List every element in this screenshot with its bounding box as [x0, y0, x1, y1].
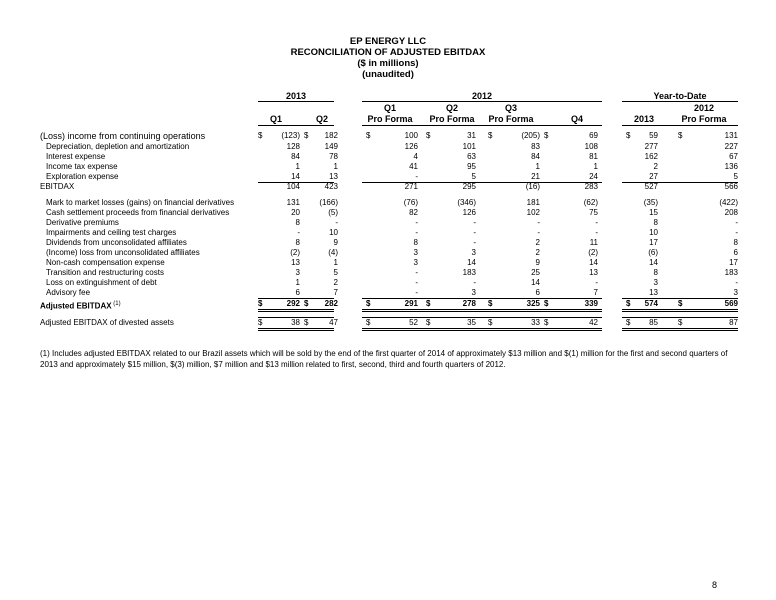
cell-value: (16)	[525, 182, 540, 191]
dollar-sign: $	[544, 299, 549, 308]
cell-value: 78	[329, 152, 338, 161]
total-rule	[258, 330, 334, 331]
units-note: ($ in millions)	[357, 58, 419, 69]
footnote: (1) Includes adjusted EBITDAX related to our Brazil assets which will be sold by the end of the first quarter of 2014 of approximately $13 million and $(1) million for the first and second quarters of 2013 and approximately $15 million, $(3) million, $7 million and $13 million related to first, second, third and fourth quarters of 2012.	[40, 349, 728, 369]
year-2013-rule	[258, 101, 334, 102]
table-row	[0, 258, 776, 268]
cell-value: 33	[531, 318, 540, 327]
cell-value: 84	[291, 152, 300, 161]
cell-value: 13	[649, 288, 658, 297]
cell-value: -	[297, 228, 300, 237]
cell-value: 5	[471, 172, 476, 181]
total-rule	[258, 328, 334, 329]
dollar-sign: $	[488, 131, 493, 140]
cell-value: 3	[413, 258, 418, 267]
cell-value: 7	[333, 288, 338, 297]
cell-value: (6)	[648, 248, 658, 257]
row-label: (Loss) income from continuing operations	[40, 131, 206, 141]
cell-value: 63	[467, 152, 476, 161]
dollar-sign: $	[258, 318, 263, 327]
dollar-sign: $	[366, 299, 371, 308]
cell-value: -	[537, 218, 540, 227]
cell-value: (4)	[328, 248, 338, 257]
dollar-sign: $	[426, 318, 431, 327]
cell-value: 271	[404, 182, 418, 191]
dollar-sign: $	[366, 131, 371, 140]
column-header-top: Q3	[504, 103, 517, 113]
cell-value: 1	[295, 162, 300, 171]
cell-value: 102	[526, 208, 540, 217]
row-label: Transition and restructuring costs	[46, 268, 164, 277]
cell-value: 2	[535, 248, 540, 257]
cell-value: 108	[584, 142, 598, 151]
cell-value: 10	[329, 228, 338, 237]
total-rule	[258, 317, 334, 318]
row-label: EBITDAX	[40, 182, 75, 191]
col-rule-2012	[362, 125, 602, 126]
total-rule	[622, 298, 738, 299]
row-label: Interest expense	[46, 152, 106, 161]
table-row	[0, 142, 776, 152]
total-rule	[258, 309, 334, 310]
cell-value: 14	[291, 172, 300, 181]
ytd-rule	[622, 101, 738, 102]
cell-value: 126	[462, 208, 476, 217]
dollar-sign: $	[304, 131, 309, 140]
cell-value: (76)	[403, 198, 418, 207]
cell-value: 283	[584, 182, 598, 191]
year-2013-header: 2013	[285, 91, 307, 101]
dollar-sign: $	[678, 299, 683, 308]
column-header-top: 2012	[693, 103, 715, 113]
column-header: Q2	[315, 114, 328, 124]
cell-value: 11	[589, 238, 598, 247]
cell-value: 8	[295, 218, 300, 227]
column-header: Pro Forma	[681, 114, 727, 124]
row-label: Dividends from unconsolidated affiliates	[46, 238, 187, 247]
cell-value: 2	[535, 238, 540, 247]
year-2012-rule	[362, 101, 602, 102]
cell-value: 8	[653, 218, 658, 227]
cell-value: 59	[649, 131, 658, 140]
table-row	[0, 198, 776, 208]
dollar-sign: $	[626, 299, 631, 308]
cell-value: -	[473, 218, 476, 227]
total-rule	[622, 330, 738, 331]
cell-value: 83	[531, 142, 540, 151]
dollar-sign: $	[678, 318, 683, 327]
cell-value: -	[415, 268, 418, 277]
cell-value: -	[735, 278, 738, 287]
cell-value: 52	[409, 318, 418, 327]
ytd-header: Year-to-Date	[653, 91, 707, 101]
cell-value: 208	[724, 208, 738, 217]
cell-value: 1	[295, 278, 300, 287]
table-row	[0, 268, 776, 278]
cell-value: 104	[286, 182, 300, 191]
total-rule	[622, 309, 738, 310]
cell-value: (5)	[328, 208, 338, 217]
column-header: 2013	[633, 114, 655, 124]
cell-value: (2)	[290, 248, 300, 257]
cell-value: 1	[333, 162, 338, 171]
cell-value: 6	[535, 288, 540, 297]
dollar-sign: $	[488, 299, 493, 308]
cell-value: 423	[324, 182, 338, 191]
total-rule	[622, 328, 738, 329]
total-rule	[258, 182, 334, 183]
cell-value: 3	[471, 288, 476, 297]
total-rule	[362, 330, 602, 331]
total-rule	[362, 309, 602, 310]
cell-value: 1	[593, 162, 598, 171]
cell-value: 1	[535, 162, 540, 171]
dollar-sign: $	[544, 131, 549, 140]
cell-value: 67	[729, 152, 738, 161]
dollar-sign: $	[258, 299, 263, 308]
table-row	[0, 218, 776, 228]
table-row	[0, 288, 776, 298]
cell-value: 3	[653, 278, 658, 287]
table-row	[0, 318, 776, 328]
cell-value: 25	[531, 268, 540, 277]
total-rule	[362, 298, 602, 299]
cell-value: 4	[413, 152, 418, 161]
cell-value: 41	[409, 162, 418, 171]
cell-value: 278	[462, 299, 476, 308]
total-rule	[258, 311, 334, 312]
cell-value: 8	[733, 238, 738, 247]
column-header-top: Q2	[445, 103, 458, 113]
cell-value: 8	[295, 238, 300, 247]
cell-value: 82	[409, 208, 418, 217]
report-title: RECONCILIATION OF ADJUSTED EBITDAX	[290, 47, 486, 58]
table-row	[0, 172, 776, 182]
total-rule	[622, 317, 738, 318]
cell-value: 13	[329, 172, 338, 181]
cell-value: -	[415, 278, 418, 287]
cell-value: 9	[333, 238, 338, 247]
total-rule	[362, 182, 602, 183]
cell-value: -	[415, 288, 418, 297]
cell-value: 227	[724, 142, 738, 151]
column-header: Pro Forma	[367, 114, 413, 124]
cell-value: (62)	[583, 198, 598, 207]
dollar-sign: $	[258, 131, 263, 140]
cell-value: 14	[589, 258, 598, 267]
total-rule	[622, 182, 738, 183]
cell-value: 1	[333, 258, 338, 267]
cell-value: (166)	[319, 198, 338, 207]
cell-value: 47	[329, 318, 338, 327]
cell-value: -	[537, 228, 540, 237]
row-label: Derivative premiums	[46, 218, 119, 227]
cell-value: 13	[291, 258, 300, 267]
cell-value: 162	[644, 152, 658, 161]
cell-value: -	[415, 228, 418, 237]
cell-value: -	[595, 278, 598, 287]
cell-value: 10	[649, 228, 658, 237]
table-row	[0, 182, 776, 192]
audit-note: (unaudited)	[362, 69, 414, 80]
cell-value: -	[335, 218, 338, 227]
cell-value: 84	[531, 152, 540, 161]
cell-value: 17	[729, 258, 738, 267]
total-rule	[622, 311, 738, 312]
row-label: Impairments and ceiling test charges	[46, 228, 177, 237]
column-header: Q1	[269, 114, 282, 124]
dollar-sign: $	[626, 318, 631, 327]
cell-value: 42	[589, 318, 598, 327]
dollar-sign: $	[366, 318, 371, 327]
cell-value: 101	[462, 142, 476, 151]
cell-value: (346)	[457, 198, 476, 207]
cell-value: 100	[404, 131, 418, 140]
cell-value: 8	[653, 268, 658, 277]
row-label: Income tax expense	[46, 162, 118, 171]
cell-value: 21	[531, 172, 540, 181]
table-row	[0, 228, 776, 238]
cell-value: 295	[462, 182, 476, 191]
cell-value: 292	[286, 299, 300, 308]
cell-value: 181	[526, 198, 540, 207]
cell-value: 136	[724, 162, 738, 171]
cell-value: -	[595, 228, 598, 237]
cell-value: 75	[589, 208, 598, 217]
column-header-top: Q1	[383, 103, 396, 113]
cell-value: (35)	[643, 198, 658, 207]
dollar-sign: $	[304, 318, 309, 327]
row-label: Exploration expense	[46, 172, 119, 181]
table-row	[0, 162, 776, 172]
company-name: EP ENERGY LLC	[349, 36, 427, 47]
cell-value: 7	[593, 288, 598, 297]
row-label: (Income) loss from unconsolidated affiliates	[46, 248, 200, 257]
total-rule	[362, 328, 602, 329]
cell-value: 85	[649, 318, 658, 327]
cell-value: 566	[724, 182, 738, 191]
dollar-sign: $	[304, 299, 309, 308]
cell-value: -	[415, 172, 418, 181]
cell-value: 69	[589, 131, 598, 140]
cell-value: 13	[589, 268, 598, 277]
total-rule	[258, 298, 334, 299]
cell-value: 182	[324, 131, 338, 140]
page-number: 8	[712, 580, 718, 590]
cell-value: 325	[526, 299, 540, 308]
cell-value: 131	[286, 198, 300, 207]
column-header: Pro Forma	[488, 114, 534, 124]
cell-value: 5	[333, 268, 338, 277]
cell-value: -	[415, 218, 418, 227]
cell-value: 527	[644, 182, 658, 191]
cell-value: 183	[724, 268, 738, 277]
row-label: Adjusted EBITDAX of divested assets	[40, 318, 174, 327]
cell-value: -	[735, 228, 738, 237]
cell-value: 27	[649, 172, 658, 181]
row-label: Mark to market losses (gains) on financial derivatives	[46, 198, 235, 207]
col-rule-ytd	[622, 125, 738, 126]
cell-value: -	[473, 228, 476, 237]
column-header: Pro Forma	[429, 114, 475, 124]
table-row	[0, 208, 776, 218]
cell-value: 31	[467, 131, 476, 140]
cell-value: 277	[644, 142, 658, 151]
cell-value: 183	[462, 268, 476, 277]
cell-value: -	[473, 238, 476, 247]
cell-value: 291	[404, 299, 418, 308]
cell-value: 3	[413, 248, 418, 257]
row-label: Adjusted EBITDAX $^{(1)}$	[40, 301, 121, 311]
cell-value: 128	[286, 142, 300, 151]
row-label: Cash settlement proceeds from financial derivatives	[46, 208, 230, 217]
table-row	[0, 299, 776, 309]
cell-value: 339	[584, 299, 598, 308]
cell-value: -	[735, 218, 738, 227]
row-label: Non-cash compensation expense	[46, 258, 165, 267]
dollar-sign: $	[488, 318, 493, 327]
cell-value: 3	[471, 248, 476, 257]
dollar-sign: $	[626, 131, 631, 140]
cell-value: 87	[729, 318, 738, 327]
cell-value: 17	[649, 238, 658, 247]
cell-value: 81	[589, 152, 598, 161]
cell-value: 574	[644, 299, 658, 308]
cell-value: (2)	[588, 248, 598, 257]
col-rule-2013	[258, 125, 334, 126]
cell-value: 9	[535, 258, 540, 267]
total-rule	[362, 317, 602, 318]
row-label: Advisory fee	[46, 288, 91, 297]
row-label: Loss on extinguishment of debt	[46, 278, 157, 287]
row-label: Depreciation, depletion and amortization	[46, 142, 190, 151]
cell-value: 149	[324, 142, 338, 151]
cell-value: 24	[589, 172, 598, 181]
total-rule	[362, 311, 602, 312]
cell-value: 35	[467, 318, 476, 327]
cell-value: 20	[291, 208, 300, 217]
dollar-sign: $	[426, 299, 431, 308]
cell-value: 8	[413, 238, 418, 247]
table-row	[0, 238, 776, 248]
table-row	[0, 248, 776, 258]
cell-value: -	[595, 218, 598, 227]
cell-value: 38	[291, 318, 300, 327]
cell-value: 14	[531, 278, 540, 287]
cell-value: 15	[649, 208, 658, 217]
cell-value: 2	[333, 278, 338, 287]
cell-value: 95	[467, 162, 476, 171]
cell-value: 131	[724, 131, 738, 140]
dollar-sign: $	[678, 131, 683, 140]
cell-value: (123)	[281, 131, 300, 140]
cell-value: 3	[295, 268, 300, 277]
cell-value: 2	[653, 162, 658, 171]
cell-value: 282	[324, 299, 338, 308]
cell-value: 126	[404, 142, 418, 151]
cell-value: 3	[733, 288, 738, 297]
cell-value: (422)	[719, 198, 738, 207]
table-row	[0, 131, 776, 141]
cell-value: 6	[295, 288, 300, 297]
column-header: Q4	[570, 114, 583, 124]
cell-value: 14	[467, 258, 476, 267]
cell-value: -	[473, 278, 476, 287]
table-row	[0, 152, 776, 162]
cell-value: 5	[733, 172, 738, 181]
cell-value: 14	[649, 258, 658, 267]
table-row	[0, 278, 776, 288]
dollar-sign: $	[544, 318, 549, 327]
footnote-marker: (1)	[111, 301, 121, 307]
cell-value: (205)	[521, 131, 540, 140]
cell-value: 569	[724, 299, 738, 308]
cell-value: 6	[733, 248, 738, 257]
dollar-sign: $	[426, 131, 431, 140]
year-2012-header: 2012	[471, 91, 493, 101]
